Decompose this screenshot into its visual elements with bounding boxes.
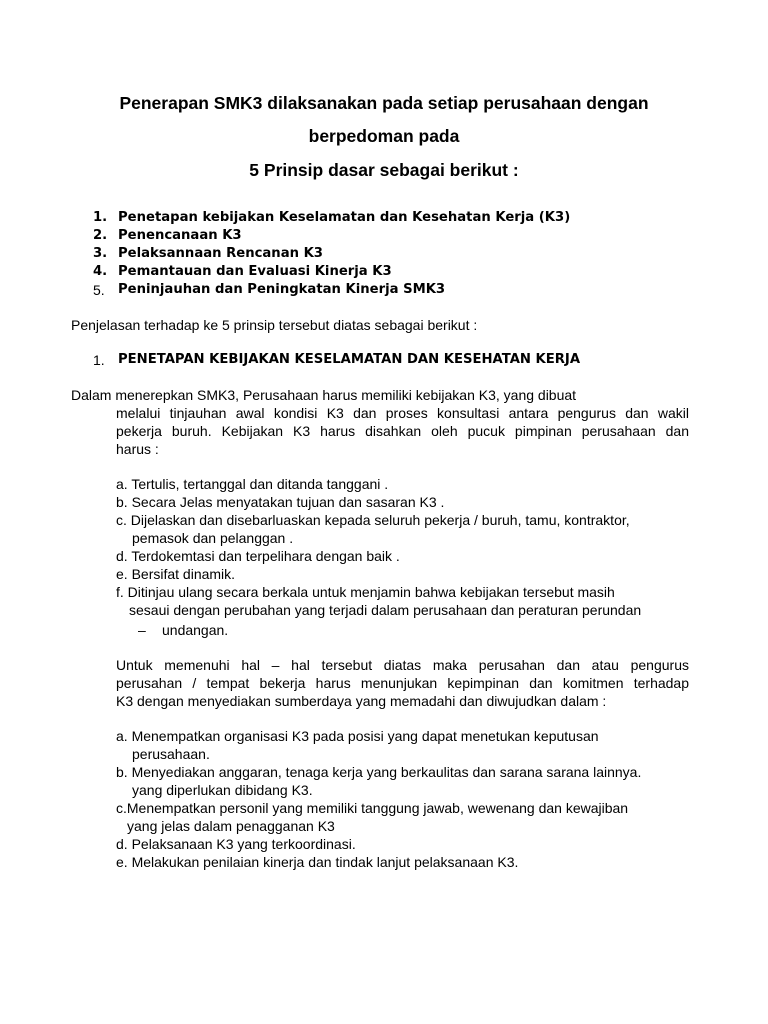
document-title-line2: berpedoman pada	[308, 126, 460, 146]
principle-text: Pelaksannaan Rencanan K3	[118, 246, 323, 261]
list-item: c. Dijelaskan dan disebarluaskan kepada seluruh pekerja / buruh, tamu, kontraktor,	[116, 512, 630, 528]
paragraph-line: melalui tinjauhan awal kondisi K3 dan proses konsultasi antara pengurus dan wakil	[116, 405, 689, 421]
principle-number: 3.	[93, 246, 108, 261]
list-item: b. Secara Jelas menyatakan tujuan dan sasaran K3 .	[116, 494, 445, 510]
list-item: d. Terdokemtasi dan terpelihara dengan baik .	[116, 548, 400, 564]
section-number: 1.	[93, 352, 105, 368]
list-dash: –	[138, 622, 146, 638]
list-item-continuation: yang jelas dalam penagganan K3	[127, 818, 335, 834]
list-item: e. Bersifat dinamik.	[116, 566, 236, 582]
list-item-continuation: perusahaan.	[132, 746, 210, 762]
document-title-line1: Penerapan SMK3 dilaksanakan pada setiap perusahaan dengan	[119, 93, 649, 113]
principle-number: 4.	[93, 264, 108, 279]
principle-text: Peninjauhan dan Peningkatan Kinerja SMK3	[118, 282, 446, 297]
paragraph-line: K3 dengan menyediakan sumberdaya yang memadahi dan diwujudkan dalam :	[116, 693, 607, 709]
document-title-line3: 5 Prinsip dasar sebagai berikut :	[249, 160, 519, 180]
list-item-continuation: sesaui dengan perubahan yang terjadi dalam perusahaan dan peraturan perundan	[129, 602, 642, 618]
paragraph-line: perusahan / tempat bekerja harus menunjukan kepimpinan dan komitmen terhadap	[116, 675, 689, 691]
list-item: e. Melakukan penilaian kinerja dan tindak lanjut pelaksanaan K3.	[116, 854, 519, 870]
list-item: a. Menempatkan organisasi K3 pada posisi yang dapat menetukan keputusan	[116, 728, 599, 744]
list-item: f. Ditinjau ulang secara berkala untuk menjamin bahwa kebijakan tersebut masih	[116, 584, 615, 600]
list-item-continuation: pemasok dan pelanggan .	[132, 530, 294, 546]
principle-number: 1.	[93, 210, 108, 225]
paragraph-line: Untuk memenuhi hal – hal tersebut diatas maka perusahan dan atau pengurus	[116, 657, 689, 673]
section-heading: PENETAPAN KEBIJAKAN KESELAMATAN DAN KESEHATAN KERJA	[118, 352, 581, 367]
list-item-continuation: undangan.	[162, 622, 229, 638]
principle-text: Penetapan kebijakan Keselamatan dan Kesehatan Kerja (K3)	[118, 210, 571, 225]
paragraph-line: pekerja buruh. Kebijakan K3 harus disahkan oleh pucuk pimpinan perusahaan dan	[116, 423, 689, 439]
principle-number: 2.	[93, 228, 108, 243]
principle-text: Penencanaan K3	[118, 228, 242, 243]
list-item: d. Pelaksanaan K3 yang terkoordinasi.	[116, 836, 356, 852]
list-item: c.Menempatkan personil yang memiliki tanggung jawab, wewenang dan kewajiban	[116, 800, 629, 816]
list-item-continuation: yang diperlukan dibidang K3.	[132, 782, 313, 798]
paragraph-line: Dalam menerepkan SMK3, Perusahaan harus memiliki kebijakan K3, yang dibuat	[71, 387, 577, 403]
intro-text: Penjelasan terhadap ke 5 prinsip tersebut diatas sebagai berikut :	[71, 317, 478, 333]
paragraph-line: harus :	[116, 441, 159, 457]
list-item: a. Tertulis, tertanggal dan ditanda tanggani .	[116, 476, 389, 492]
list-item: b. Menyediakan anggaran, tenaga kerja yang berkaulitas dan sarana sarana lainnya.	[116, 764, 642, 780]
principle-text: Pemantauan dan Evaluasi Kinerja K3	[118, 264, 392, 279]
principle-number: 5.	[93, 282, 105, 298]
